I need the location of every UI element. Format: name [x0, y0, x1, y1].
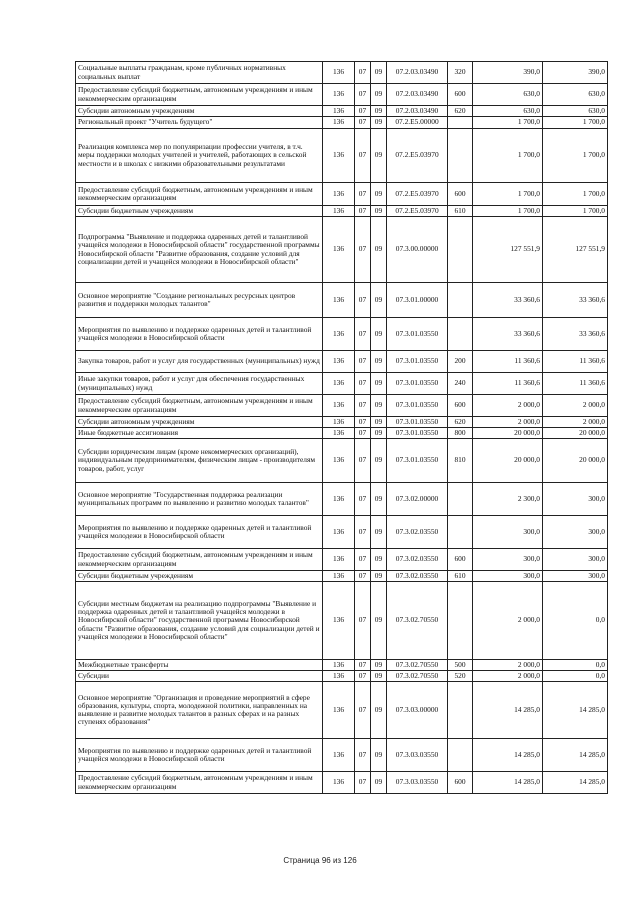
- subsection-code-cell: 09: [371, 582, 387, 660]
- ministry-code-cell: 136: [323, 183, 355, 206]
- table-row: [76, 483, 608, 516]
- expense-type-cell: [448, 516, 473, 549]
- target-article-cell: 07.3.01.03550: [387, 318, 448, 351]
- subsection-code-cell: 09: [371, 117, 387, 129]
- ministry-code-cell: 136: [323, 549, 355, 571]
- subsection-code-cell: 09: [371, 439, 387, 483]
- row-name-cell: Субсидии бюджетным учреждениям: [76, 206, 323, 217]
- section-code-cell: 07: [355, 117, 371, 129]
- target-article-cell: 07.2.03.03490: [387, 106, 448, 117]
- amount-year2-cell: 20 000,0: [543, 428, 608, 439]
- row-name-cell: Предоставление субсидий бюджетным, автономным учреждениям и иным некоммерческим организациям: [76, 183, 323, 206]
- subsection-code-cell: 09: [371, 217, 387, 283]
- ministry-code-cell: 136: [323, 217, 355, 283]
- section-code-cell: 07: [355, 682, 371, 739]
- subsection-code-cell: 09: [371, 682, 387, 739]
- row-name-cell: Мероприятия по выявлению и поддержке одаренных детей и талантливой учащейся молодежи в Новосибирской области: [76, 516, 323, 549]
- expense-type-cell: [448, 283, 473, 318]
- subsection-code-cell: 09: [371, 549, 387, 571]
- section-code-cell: 07: [355, 318, 371, 351]
- amount-year1-cell: 1 700,0: [473, 117, 543, 129]
- row-name-cell: Предоставление субсидий бюджетным, автономным учреждениям и иным некоммерческим организациям: [76, 772, 323, 794]
- subsection-code-cell: 09: [371, 283, 387, 318]
- target-article-cell: 07.3.02.03550: [387, 516, 448, 549]
- target-article-cell: 07.3.01.03550: [387, 428, 448, 439]
- expense-type-cell: 520: [448, 671, 473, 682]
- target-article-cell: 07.3.01.03550: [387, 351, 448, 373]
- table-row: [76, 395, 608, 417]
- ministry-code-cell: 136: [323, 373, 355, 395]
- target-article-cell: 07.2.E5.00000: [387, 117, 448, 129]
- expense-type-cell: 500: [448, 660, 473, 671]
- amount-year2-cell: 0,0: [543, 671, 608, 682]
- target-article-cell: 07.3.02.03550: [387, 571, 448, 582]
- subsection-code-cell: 09: [371, 129, 387, 183]
- amount-year2-cell: 1 700,0: [543, 117, 608, 129]
- table-row: [76, 417, 608, 428]
- budget-table-body: [76, 62, 608, 794]
- target-article-cell: 07.3.02.70550: [387, 671, 448, 682]
- ministry-code-cell: 136: [323, 283, 355, 318]
- section-code-cell: 07: [355, 417, 371, 428]
- amount-year1-cell: 1 700,0: [473, 129, 543, 183]
- subsection-code-cell: 09: [371, 106, 387, 117]
- amount-year1-cell: 14 285,0: [473, 772, 543, 794]
- table-row: [76, 439, 608, 483]
- section-code-cell: 07: [355, 739, 371, 772]
- target-article-cell: 07.3.02.00000: [387, 483, 448, 516]
- expense-type-cell: 600: [448, 772, 473, 794]
- row-name-cell: Предоставление субсидий бюджетным, автономным учреждениям и иным некоммерческим организациям: [76, 84, 323, 106]
- expense-type-cell: [448, 483, 473, 516]
- section-code-cell: 07: [355, 483, 371, 516]
- subsection-code-cell: 09: [371, 373, 387, 395]
- amount-year2-cell: 33 360,6: [543, 283, 608, 318]
- expense-type-cell: 600: [448, 84, 473, 106]
- expense-type-cell: 810: [448, 439, 473, 483]
- page-number: Страница 96 из 126: [283, 856, 357, 865]
- amount-year1-cell: 2 000,0: [473, 671, 543, 682]
- amount-year1-cell: 2 000,0: [473, 582, 543, 660]
- expense-type-cell: 600: [448, 549, 473, 571]
- amount-year1-cell: 14 285,0: [473, 739, 543, 772]
- target-article-cell: 07.3.01.03550: [387, 373, 448, 395]
- section-code-cell: 07: [355, 283, 371, 318]
- subsection-code-cell: 09: [371, 671, 387, 682]
- row-name-cell: Субсидии местным бюджетам на реализацию подпрограммы "Выявление и поддержка одаренных детей и талантливой учащейся молодежи в Новосибирской области" государственной программы Новосибирской области "Развитие образования, создание условий для социализации детей и учащейся молодежи в Новосибирской области": [76, 582, 323, 660]
- subsection-code-cell: 09: [371, 183, 387, 206]
- section-code-cell: 07: [355, 395, 371, 417]
- amount-year2-cell: 300,0: [543, 483, 608, 516]
- amount-year1-cell: 630,0: [473, 106, 543, 117]
- row-name-cell: Предоставление субсидий бюджетным, автономным учреждениям и иным некоммерческим организациям: [76, 395, 323, 417]
- expense-type-cell: [448, 117, 473, 129]
- target-article-cell: 07.3.03.03550: [387, 739, 448, 772]
- target-article-cell: 07.3.01.03550: [387, 439, 448, 483]
- amount-year2-cell: 300,0: [543, 516, 608, 549]
- table-row: [76, 428, 608, 439]
- amount-year2-cell: 630,0: [543, 106, 608, 117]
- subsection-code-cell: 09: [371, 571, 387, 582]
- amount-year1-cell: 20 000,0: [473, 428, 543, 439]
- row-name-cell: Основное мероприятие "Создание региональных ресурсных центров развития и поддержки молодых талантов": [76, 283, 323, 318]
- budget-table: [75, 61, 608, 794]
- ministry-code-cell: 136: [323, 106, 355, 117]
- table-row: [76, 106, 608, 117]
- amount-year2-cell: 1 700,0: [543, 129, 608, 183]
- section-code-cell: 07: [355, 62, 371, 84]
- subsection-code-cell: 09: [371, 206, 387, 217]
- row-name-cell: Мероприятия по выявлению и поддержке одаренных детей и талантливой учащейся молодежи в Новосибирской области: [76, 739, 323, 772]
- amount-year2-cell: 300,0: [543, 549, 608, 571]
- table-row: [76, 129, 608, 183]
- table-row: [76, 516, 608, 549]
- expense-type-cell: [448, 739, 473, 772]
- row-name-cell: Реализация комплекса мер по популяризации профессии учителя, в т.ч. меры поддержки молодых учителей и учителей, работающих в сельской местности и в школах с низкими образовательными результатами: [76, 129, 323, 183]
- target-article-cell: 07.2.E5.03970: [387, 183, 448, 206]
- subsection-code-cell: 09: [371, 772, 387, 794]
- table-row: [76, 671, 608, 682]
- amount-year1-cell: 1 700,0: [473, 206, 543, 217]
- amount-year1-cell: 2 300,0: [473, 483, 543, 516]
- amount-year2-cell: 14 285,0: [543, 772, 608, 794]
- table-row: [76, 660, 608, 671]
- section-code-cell: 07: [355, 129, 371, 183]
- section-code-cell: 07: [355, 373, 371, 395]
- row-name-cell: Субсидии автономным учреждениям: [76, 417, 323, 428]
- expense-type-cell: 800: [448, 428, 473, 439]
- amount-year2-cell: 11 360,6: [543, 373, 608, 395]
- target-article-cell: 07.3.03.03550: [387, 772, 448, 794]
- target-article-cell: 07.3.01.00000: [387, 283, 448, 318]
- expense-type-cell: 200: [448, 351, 473, 373]
- ministry-code-cell: 136: [323, 772, 355, 794]
- ministry-code-cell: 136: [323, 483, 355, 516]
- expense-type-cell: 610: [448, 206, 473, 217]
- subsection-code-cell: 09: [371, 417, 387, 428]
- section-code-cell: 07: [355, 206, 371, 217]
- table-row: [76, 283, 608, 318]
- amount-year1-cell: 11 360,6: [473, 373, 543, 395]
- subsection-code-cell: 09: [371, 483, 387, 516]
- section-code-cell: 07: [355, 439, 371, 483]
- ministry-code-cell: 136: [323, 417, 355, 428]
- expense-type-cell: 600: [448, 183, 473, 206]
- row-name-cell: Подпрограмма "Выявление и поддержка одаренных детей и талантливой учащейся молодежи в Новосибирской области" государственной программы Новосибирской области "Развитие образования, создание условий для социализации детей и учащейся молодежи в Новосибирской области": [76, 217, 323, 283]
- table-row: [76, 739, 608, 772]
- amount-year2-cell: 33 360,6: [543, 318, 608, 351]
- amount-year2-cell: 1 700,0: [543, 206, 608, 217]
- amount-year1-cell: 20 000,0: [473, 439, 543, 483]
- ministry-code-cell: 136: [323, 206, 355, 217]
- row-name-cell: Основное мероприятие "Государственная поддержка реализации муниципальных программ по выявлению и развитию молодых талантов": [76, 483, 323, 516]
- amount-year1-cell: 2 000,0: [473, 417, 543, 428]
- subsection-code-cell: 09: [371, 739, 387, 772]
- row-name-cell: Межбюджетные трансферты: [76, 660, 323, 671]
- table-row: [76, 373, 608, 395]
- row-name-cell: Субсидии: [76, 671, 323, 682]
- target-article-cell: 07.3.01.03550: [387, 395, 448, 417]
- table-row: [76, 772, 608, 794]
- subsection-code-cell: 09: [371, 351, 387, 373]
- row-name-cell: Мероприятия по выявлению и поддержке одаренных детей и талантливой учащейся молодежи в Новосибирской области: [76, 318, 323, 351]
- target-article-cell: 07.2.E5.03970: [387, 129, 448, 183]
- amount-year1-cell: 1 700,0: [473, 183, 543, 206]
- ministry-code-cell: 136: [323, 351, 355, 373]
- table-row: [76, 84, 608, 106]
- row-name-cell: Закупка товаров, работ и услуг для государственных (муниципальных) нужд: [76, 351, 323, 373]
- ministry-code-cell: 136: [323, 129, 355, 183]
- amount-year2-cell: 14 285,0: [543, 739, 608, 772]
- subsection-code-cell: 09: [371, 516, 387, 549]
- section-code-cell: 07: [355, 183, 371, 206]
- amount-year2-cell: 14 285,0: [543, 682, 608, 739]
- table-row: [76, 62, 608, 84]
- table-row: [76, 117, 608, 129]
- row-name-cell: Субсидии бюджетным учреждениям: [76, 571, 323, 582]
- target-article-cell: 07.3.02.70550: [387, 582, 448, 660]
- ministry-code-cell: 136: [323, 62, 355, 84]
- section-code-cell: 07: [355, 516, 371, 549]
- expense-type-cell: [448, 682, 473, 739]
- subsection-code-cell: 09: [371, 660, 387, 671]
- amount-year1-cell: 300,0: [473, 516, 543, 549]
- expense-type-cell: 320: [448, 62, 473, 84]
- subsection-code-cell: 09: [371, 84, 387, 106]
- subsection-code-cell: 09: [371, 62, 387, 84]
- expense-type-cell: [448, 129, 473, 183]
- amount-year2-cell: 1 700,0: [543, 183, 608, 206]
- ministry-code-cell: 136: [323, 682, 355, 739]
- amount-year1-cell: 300,0: [473, 571, 543, 582]
- amount-year2-cell: 127 551,9: [543, 217, 608, 283]
- section-code-cell: 07: [355, 549, 371, 571]
- table-row: [76, 183, 608, 206]
- target-article-cell: 07.2.E5.03970: [387, 206, 448, 217]
- amount-year2-cell: 0,0: [543, 660, 608, 671]
- ministry-code-cell: 136: [323, 117, 355, 129]
- ministry-code-cell: 136: [323, 428, 355, 439]
- table-row: [76, 549, 608, 571]
- row-name-cell: Иные закупки товаров, работ и услуг для обеспечения государственных (муниципальных) нужд: [76, 373, 323, 395]
- expense-type-cell: [448, 217, 473, 283]
- row-name-cell: Основное мероприятие "Организация и проведение мероприятий в сфере образования, культуры, спорта, молодежной политики, направленных на выявление и развитие молодых талантов в разных сферах и на разных ступенях образования": [76, 682, 323, 739]
- ministry-code-cell: 136: [323, 739, 355, 772]
- target-article-cell: 07.3.02.70550: [387, 660, 448, 671]
- amount-year1-cell: 2 000,0: [473, 660, 543, 671]
- amount-year2-cell: 11 360,6: [543, 351, 608, 373]
- section-code-cell: 07: [355, 351, 371, 373]
- expense-type-cell: 600: [448, 395, 473, 417]
- section-code-cell: 07: [355, 660, 371, 671]
- section-code-cell: 07: [355, 84, 371, 106]
- amount-year2-cell: 2 000,0: [543, 395, 608, 417]
- target-article-cell: 07.3.00.00000: [387, 217, 448, 283]
- row-name-cell: Региональный проект "Учитель будущего": [76, 117, 323, 129]
- amount-year2-cell: 390,0: [543, 62, 608, 84]
- table-row: [76, 571, 608, 582]
- ministry-code-cell: 136: [323, 395, 355, 417]
- amount-year2-cell: 20 000,0: [543, 439, 608, 483]
- subsection-code-cell: 09: [371, 428, 387, 439]
- subsection-code-cell: 09: [371, 318, 387, 351]
- amount-year1-cell: 630,0: [473, 84, 543, 106]
- expense-type-cell: 620: [448, 106, 473, 117]
- row-name-cell: Субсидии юридическим лицам (кроме некоммерческих организаций), индивидуальным предпринимателям, физическим лицам - производителям товаров, работ, услуг: [76, 439, 323, 483]
- table-row: [76, 318, 608, 351]
- table-row: [76, 582, 608, 660]
- row-name-cell: Субсидии автономным учреждениям: [76, 106, 323, 117]
- section-code-cell: 07: [355, 571, 371, 582]
- expense-type-cell: 610: [448, 571, 473, 582]
- amount-year1-cell: 300,0: [473, 549, 543, 571]
- amount-year1-cell: 2 000,0: [473, 395, 543, 417]
- table-row: [76, 351, 608, 373]
- section-code-cell: 07: [355, 671, 371, 682]
- section-code-cell: 07: [355, 772, 371, 794]
- ministry-code-cell: 136: [323, 582, 355, 660]
- ministry-code-cell: 136: [323, 318, 355, 351]
- table-row: [76, 217, 608, 283]
- amount-year1-cell: 11 360,6: [473, 351, 543, 373]
- section-code-cell: 07: [355, 217, 371, 283]
- ministry-code-cell: 136: [323, 571, 355, 582]
- amount-year2-cell: 0,0: [543, 582, 608, 660]
- amount-year1-cell: 127 551,9: [473, 217, 543, 283]
- amount-year1-cell: 33 360,6: [473, 283, 543, 318]
- ministry-code-cell: 136: [323, 660, 355, 671]
- ministry-code-cell: 136: [323, 439, 355, 483]
- row-name-cell: Предоставление субсидий бюджетным, автономным учреждениям и иным некоммерческим организациям: [76, 549, 323, 571]
- row-name-cell: Социальные выплаты гражданам, кроме публичных нормативных социальных выплат: [76, 62, 323, 84]
- table-row: [76, 682, 608, 739]
- target-article-cell: 07.3.03.00000: [387, 682, 448, 739]
- expense-type-cell: 240: [448, 373, 473, 395]
- target-article-cell: 07.3.02.03550: [387, 549, 448, 571]
- expense-type-cell: [448, 318, 473, 351]
- target-article-cell: 07.3.01.03550: [387, 417, 448, 428]
- ministry-code-cell: 136: [323, 84, 355, 106]
- table-row: [76, 206, 608, 217]
- row-name-cell: Иные бюджетные ассигнования: [76, 428, 323, 439]
- subsection-code-cell: 09: [371, 395, 387, 417]
- section-code-cell: 07: [355, 106, 371, 117]
- amount-year1-cell: 33 360,6: [473, 318, 543, 351]
- ministry-code-cell: 136: [323, 516, 355, 549]
- amount-year2-cell: 2 000,0: [543, 417, 608, 428]
- amount-year2-cell: 630,0: [543, 84, 608, 106]
- expense-type-cell: 620: [448, 417, 473, 428]
- amount-year2-cell: 300,0: [543, 571, 608, 582]
- amount-year1-cell: 14 285,0: [473, 682, 543, 739]
- section-code-cell: 07: [355, 582, 371, 660]
- section-code-cell: 07: [355, 428, 371, 439]
- expense-type-cell: [448, 582, 473, 660]
- amount-year1-cell: 390,0: [473, 62, 543, 84]
- target-article-cell: 07.2.03.03490: [387, 84, 448, 106]
- ministry-code-cell: 136: [323, 671, 355, 682]
- target-article-cell: 07.2.03.03490: [387, 62, 448, 84]
